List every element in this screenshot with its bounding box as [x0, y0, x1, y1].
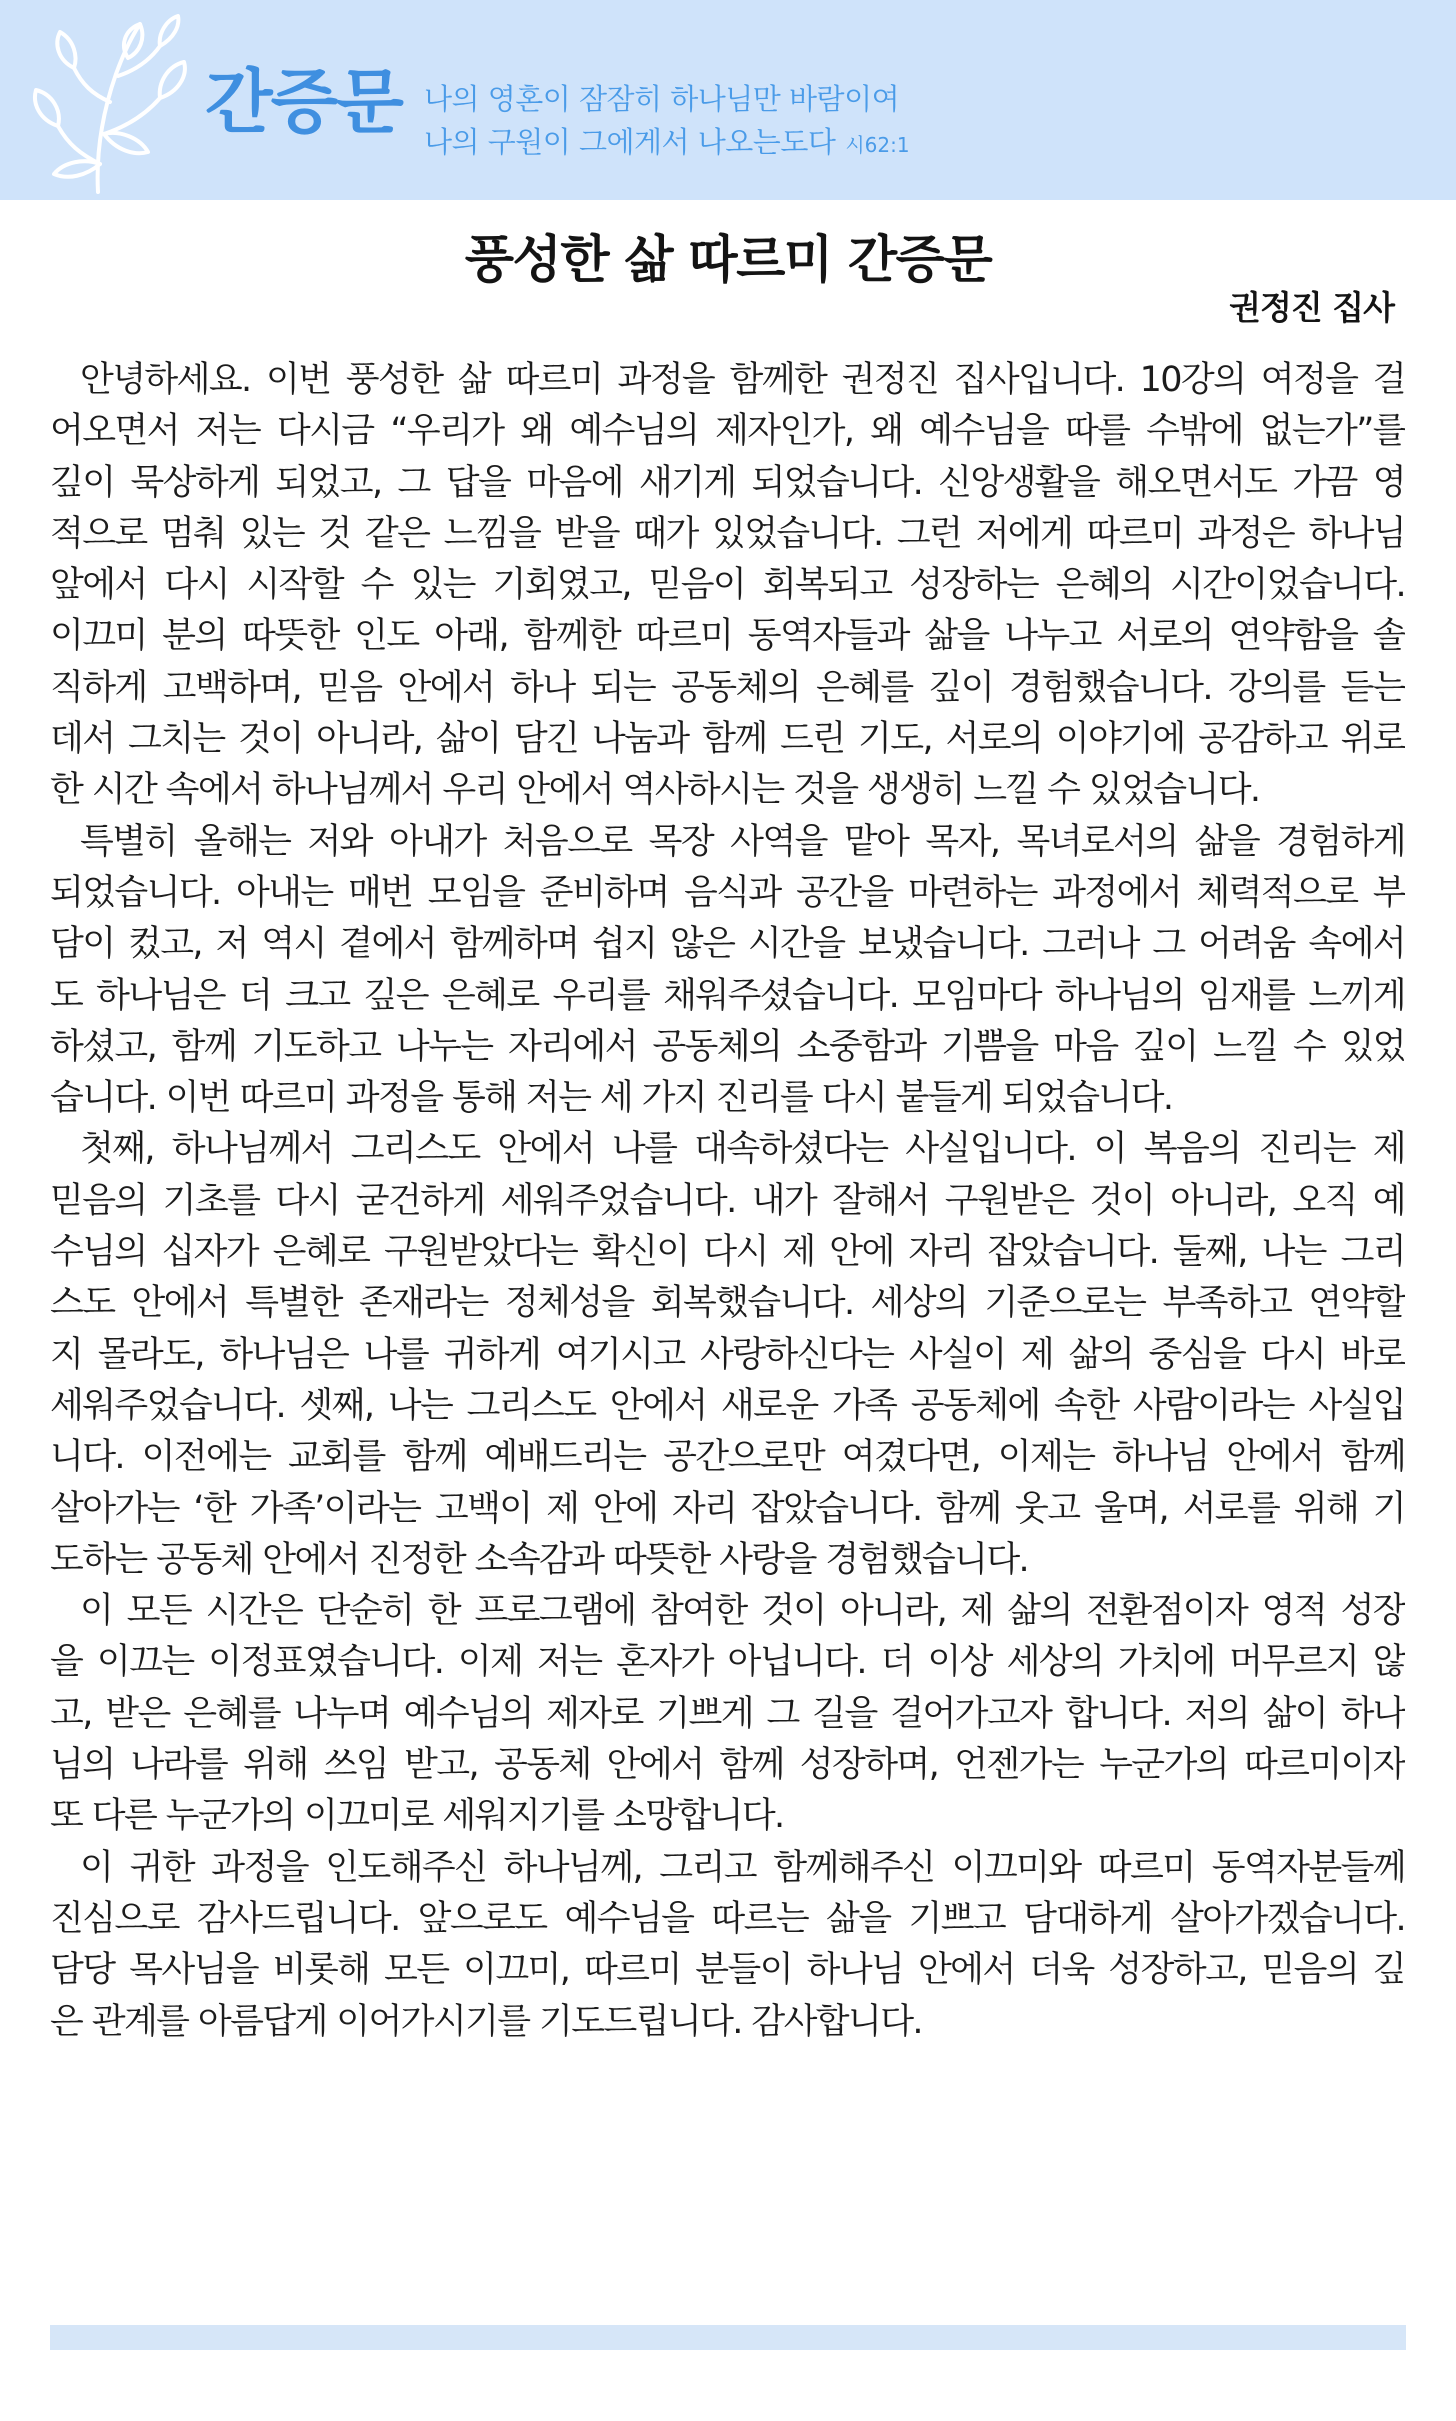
verse-line-2 [424, 121, 910, 167]
body-line: 적으로 멈춰 있는 것 같은 느낌을 받을 때가 있었습니다. 그런 저에게 따르미 과정은 하나님 [50, 513, 1405, 554]
body-line: 님의 나라를 위해 쓰임 받고, 공동체 안에서 함께 성장하며, 언젠가는 누군가의 따르미이자 [50, 1745, 1405, 1786]
author-name: 권정진 집사 [1229, 288, 1394, 327]
body-line: 살아가는 ‘한 가족’이라는 고백이 제 안에 자리 잡았습니다. 함께 웃고 울며, 서로를 위해 기 [50, 1488, 1405, 1529]
header-banner [0, 0, 1456, 200]
verse-reference: 시62:1 [845, 133, 910, 157]
body-line: 수님의 십자가 은혜로 구원받았다는 확신이 다시 제 안에 자리 잡았습니다. 둘째, 나는 그리 [50, 1232, 1405, 1273]
body-line: 직하게 고백하며, 믿음 안에서 하나 되는 공동체의 은혜를 깊이 경험했습니다. 강의를 듣는 [50, 667, 1405, 708]
article-title: 풍성한 삶 따르미 간증문 [464, 231, 992, 290]
article-body [50, 355, 1405, 2048]
body-line: 이 모든 시간은 단순히 한 프로그램에 참여한 것이 아니라, 제 삶의 전환점이자 영적 성장 [80, 1591, 1405, 1632]
body-line: 하셨고, 함께 기도하고 나누는 자리에서 공동체의 소중함과 기쁨을 마음 깊이 느낄 수 있었 [50, 1026, 1405, 1067]
body-line: 이끄미 분의 따뜻한 인도 아래, 함께한 따르미 동역자들과 삶을 나누고 서로의 연약함을 솔 [50, 616, 1405, 657]
footer-bar [50, 2325, 1406, 2350]
body-line: 고, 받은 은혜를 나누며 예수님의 제자로 기쁘게 그 길을 걸어가고자 합니다. 저의 삶이 하나 [50, 1693, 1405, 1734]
body-line: 첫째, 하나님께서 그리스도 안에서 나를 대속하셨다는 사실입니다. 이 복음의 진리는 제 [80, 1129, 1405, 1170]
body-line: 되었습니다. 아내는 매번 모임을 준비하며 음식과 공간을 마련하는 과정에서 체력적으로 부 [50, 872, 1405, 913]
body-line: 세워주었습니다. 셋째, 나는 그리스도 안에서 새로운 가족 공동체에 속한 사람이라는 사실입 [50, 1385, 1405, 1426]
body-line: 담당 목사님을 비롯해 모든 이끄미, 따르미 분들이 하나님 안에서 더욱 성장하고, 믿음의 깊 [50, 1950, 1405, 1991]
body-line: 특별히 올해는 저와 아내가 처음으로 목장 사역을 맡아 목자, 목녀로서의 삶을 경험하게 [80, 821, 1405, 862]
body-line: 믿음의 기초를 다시 굳건하게 세워주었습니다. 내가 잘해서 구원받은 것이 아니라, 오직 예 [50, 1180, 1405, 1221]
body-line: 니다. 이전에는 교회를 함께 예배드리는 공간으로만 여겼다면, 이제는 하나님 안에서 함께 [50, 1437, 1405, 1478]
body-line: 또 다른 누군가의 이끄미로 세워지기를 소망합니다. [50, 1796, 784, 1837]
body-line: 담이 컸고, 저 역시 곁에서 함께하며 쉽지 않은 시간을 보냈습니다. 그러나 그 어려움 속에서 [50, 924, 1405, 965]
verse-line-1: 나의 영혼이 잠잠히 하나님만 바람이여 [424, 82, 900, 116]
body-line: 한 시간 속에서 하나님께서 우리 안에서 역사하시는 것을 생생히 느낄 수 있었습니다. [50, 770, 1260, 811]
body-line: 지 몰라도, 하나님은 나를 귀하게 여기시고 사랑하신다는 사실이 제 삶의 중심을 다시 바로 [50, 1334, 1405, 1375]
section-title: 간증문 [205, 61, 402, 143]
body-line: 안녕하세요. 이번 풍성한 삶 따르미 과정을 함께한 권정진 집사입니다. 10강의 여정을 걸 [80, 360, 1405, 400]
body-line: 데서 그치는 것이 아니라, 삶이 담긴 나눔과 함께 드린 기도, 서로의 이야기에 공감하고 위로 [50, 719, 1405, 760]
body-line: 스도 안에서 특별한 존재라는 정체성을 회복했습니다. 세상의 기준으로는 부족하고 연약할 [50, 1283, 1405, 1324]
body-line: 깊이 묵상하게 되었고, 그 답을 마음에 새기게 되었습니다. 신앙생활을 해오면서도 가끔 영 [50, 462, 1405, 503]
body-line: 은 관계를 아름답게 이어가시기를 기도드립니다. 감사합니다. [50, 2001, 922, 2042]
body-line: 앞에서 다시 시작할 수 있는 기회였고, 믿음이 회복되고 성장하는 은혜의 시간이었습니다. [50, 565, 1405, 606]
bible-verse [424, 78, 910, 167]
body-line: 을 이끄는 이정표였습니다. 이제 저는 혼자가 아닙니다. 더 이상 세상의 가치에 머무르지 않 [50, 1642, 1405, 1683]
body-line: 도 하나님은 더 크고 깊은 은혜로 우리를 채워주셨습니다. 모임마다 하나님의 임재를 느끼게 [50, 975, 1405, 1016]
leaf-branch-icon [28, 14, 193, 194]
body-line: 어오면서 저는 다시금 “우리가 왜 예수님의 제자인가, 왜 예수님을 따를 수밖에 없는가”를 [50, 411, 1405, 452]
body-line: 이 귀한 과정을 인도해주신 하나님께, 그리고 함께해주신 이끄미와 따르미 동역자분들께 [80, 1847, 1405, 1888]
body-line: 도하는 공동체 안에서 진정한 소속감과 따뜻한 사랑을 경험했습니다. [50, 1539, 1029, 1580]
body-line: 진심으로 감사드립니다. 앞으로도 예수님을 따르는 삶을 기쁘고 담대하게 살아가겠습니다. [50, 1898, 1405, 1939]
body-line: 습니다. 이번 따르미 과정을 통해 저는 세 가지 진리를 다시 붙들게 되었습니다. [50, 1078, 1173, 1119]
verse-line-2-text: 나의 구원이 그에게서 나오는도다 [424, 125, 836, 159]
